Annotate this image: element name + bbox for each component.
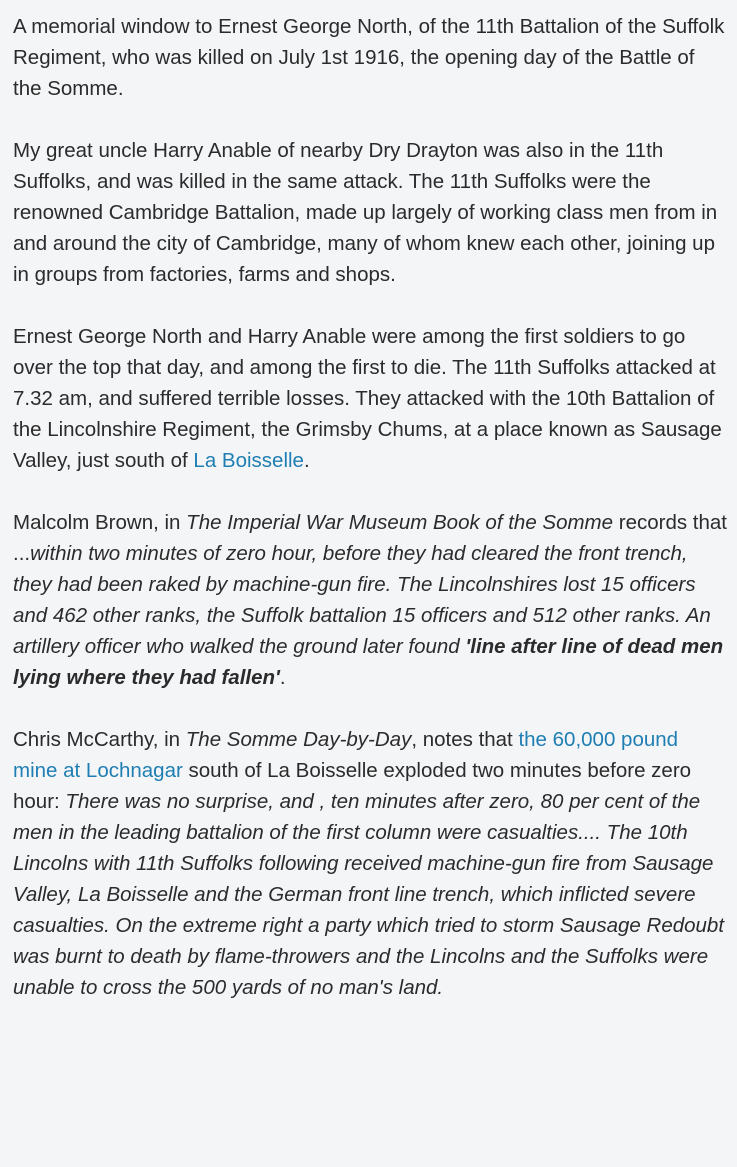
book-title: The Somme Day-by-Day bbox=[185, 728, 412, 751]
paragraph-text: A memorial window to Ernest George North, of the 11th Battalion of the Suffolk Regiment, who was killed on July 1st 1916, the opening day of the Battle of the Somme. bbox=[13, 15, 725, 100]
paragraph-text: , notes that bbox=[411, 728, 519, 751]
paragraph-text: Chris McCarthy, in bbox=[13, 728, 186, 751]
quotation: within two minutes of zero hour, before they had cleared the front trench, they had been raked by machine-gun fire. The Lincolnshires lost 15 officers and 462 other ranks, the Suffolk battalion 15 officers and 512 other ranks. An artillery officer who walked the ground later found bbox=[13, 542, 711, 658]
paragraph-malcolm-brown bbox=[13, 507, 727, 693]
punctuation: . bbox=[303, 449, 310, 472]
la-boisselle-link[interactable]: La Boisselle bbox=[193, 449, 304, 472]
lochnagar-mine-link[interactable]: the 60,000 pound mine at Lochnagar bbox=[13, 728, 679, 782]
paragraph-over-the-top bbox=[13, 321, 727, 476]
paragraph-memorial-window bbox=[13, 11, 727, 104]
paragraph-text: records that ... bbox=[13, 511, 727, 565]
paragraph-text: Malcolm Brown, in bbox=[13, 511, 187, 534]
paragraph-text: My great uncle Harry Anable of nearby Dry Drayton was also in the 11th Suffolks, and was killed in the same attack. The 11th Suffolks were the renowned Cambridge Battalion, made up largely of working class men from in and around the city of Cambridge, many of whom knew each other, joining up in groups from factories, farms and shops. bbox=[13, 139, 718, 286]
bold-quotation: 'line after line of dead men lying where they had fallen' bbox=[13, 635, 724, 689]
punctuation: . bbox=[279, 666, 286, 689]
paragraph-chris-mccarthy bbox=[13, 724, 727, 1003]
paragraph-great-uncle bbox=[13, 135, 727, 290]
book-title: The Imperial War Museum Book of the Somme bbox=[186, 511, 614, 534]
paragraph-text: Ernest George North and Harry Anable were among the first soldiers to go over the top that day, and among the first to die. The 11th Suffolks attacked at 7.32 am, and suffered terrible losses. They attacked with the 10th Battalion of the Lincolnshire Regiment, the Grimsby Chums, at a place known as Sausage Valley, just south of bbox=[13, 325, 722, 472]
quotation: There was no surprise, and , ten minutes after zero, 80 per cent of the men in the leading battalion of the first column were casualties.... The 10th Lincolns with 11th Suffolks following received machine-gun fire from Sausage Valley, La Boisselle and the German front line trench, which inflicted severe casualties. On the extreme right a party which tried to storm Sausage Redoubt was burnt to death by flame-throwers and the Lincolns and the Suffolks were unable to cross the 500 yards of no man's land. bbox=[13, 790, 725, 999]
paragraph-text: south of La Boisselle exploded two minutes before zero hour: bbox=[13, 759, 692, 813]
